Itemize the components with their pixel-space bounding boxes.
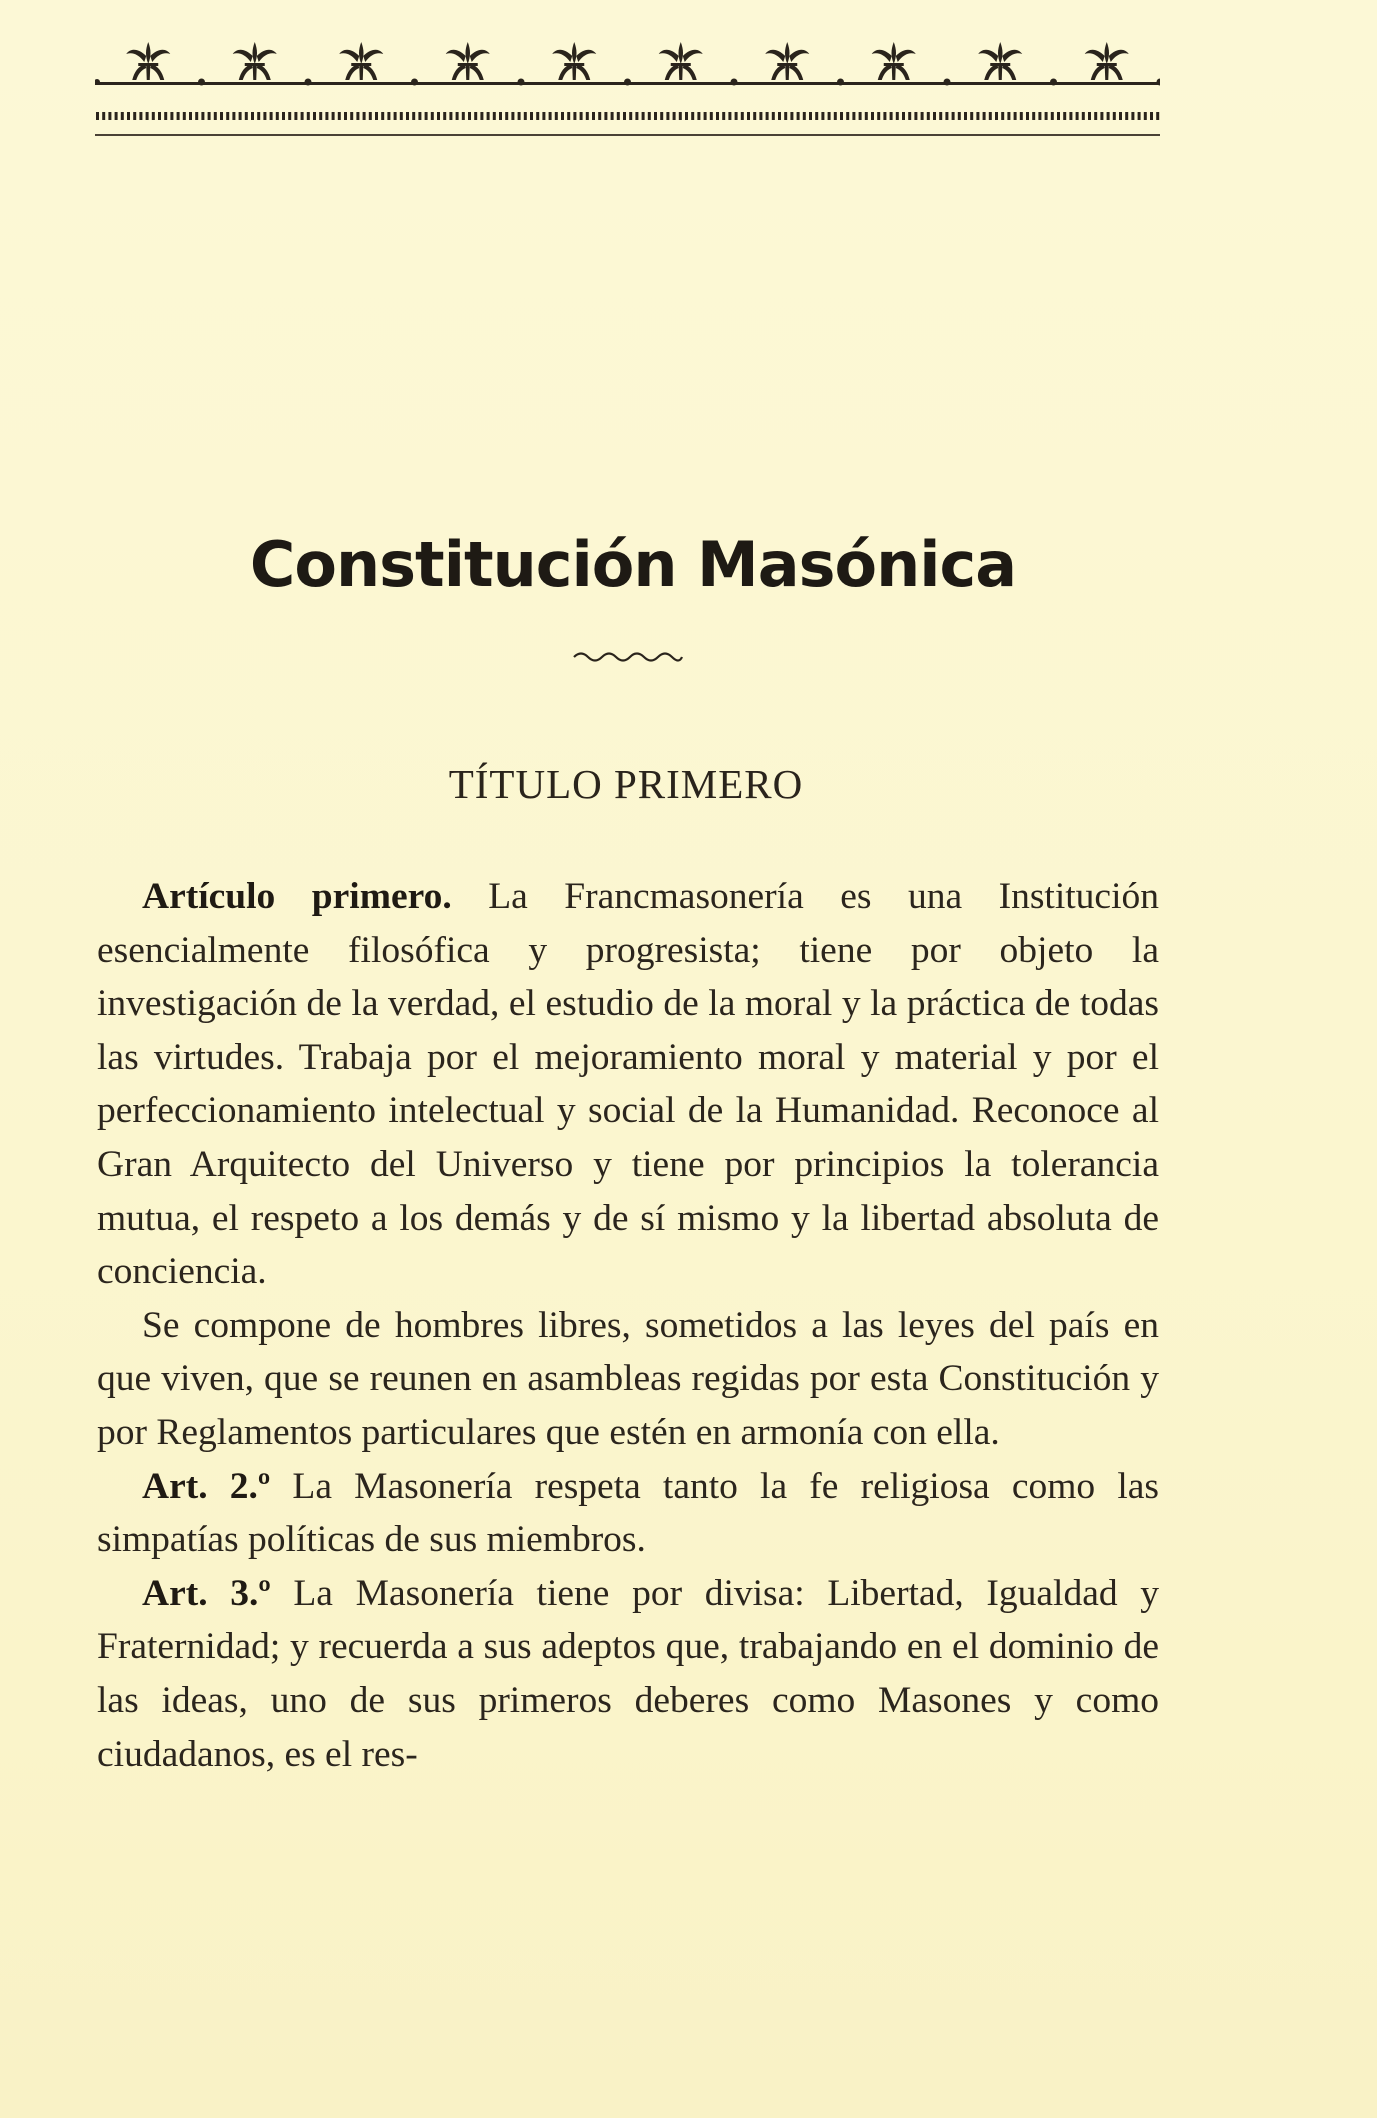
ornament-tick <box>115 112 118 120</box>
ornament-tick <box>437 112 440 120</box>
ornament-tick <box>263 112 266 120</box>
ornament-tick <box>270 112 273 120</box>
ornament-tick <box>784 112 787 120</box>
ornament-tick <box>976 112 979 120</box>
ornament-tick <box>536 112 539 120</box>
ornament-tick <box>970 112 973 120</box>
ornament-tick <box>914 112 917 120</box>
ornament-tick <box>635 112 638 120</box>
fleur-de-lis-icon <box>978 42 1022 80</box>
fleur-de-lis-icon <box>126 42 170 80</box>
ornament-tick <box>189 112 192 120</box>
ornament-tick <box>387 112 390 120</box>
ornament-tick <box>499 112 502 120</box>
ornament-tick <box>220 112 223 120</box>
ornament-tick <box>1100 112 1103 120</box>
ornament-tick <box>1113 112 1116 120</box>
ornament-tick <box>617 112 620 120</box>
ornament-tick <box>381 112 384 120</box>
ornament-tick <box>809 112 812 120</box>
ornament-tick <box>939 112 942 120</box>
ornament-tick <box>195 112 198 120</box>
ornament-tick <box>834 112 837 120</box>
ornament-tick <box>648 112 651 120</box>
ornament-tick <box>375 112 378 120</box>
fleur-de-lis-icon <box>552 42 596 80</box>
ornament-tick <box>685 112 688 120</box>
ornament-rule <box>95 134 1160 136</box>
ornament-tick <box>728 112 731 120</box>
ornament-tick <box>301 112 304 120</box>
ornament-tick <box>121 112 124 120</box>
ornament-tick <box>456 112 459 120</box>
ornament-tick <box>511 112 514 120</box>
ornament-tick <box>332 112 335 120</box>
ornament-tick <box>580 112 583 120</box>
ornament-tick <box>747 112 750 120</box>
paragraph-text: Se compone de hombres libres, sometidos a las leyes del país en que viven, que se reunen en asambleas regidas por esta Constitución y por Reglamentos particulares que estén en armonía con ella. <box>97 1304 1159 1453</box>
ornament-tick <box>1088 112 1091 120</box>
ornament-baseline <box>95 82 1160 85</box>
ornament-tick <box>549 112 552 120</box>
paragraph-text: La Francmasonería es una Institución esencialmente filosófica y progresista; tiene por objeto la investigación de la verdad, el estudio de la moral y la práctica de todas las virtudes. Trabaja por el mejoramiento moral y material y por el perfeccionamiento intelectual y social de la Humanidad. Reconoce al Gran Arquitecto del Universo y tiene por principios la tolerancia mutua, el respeto a los demás y de sí mismo y la libertad absoluta de conciencia. <box>97 876 1159 1293</box>
ornament-tick <box>1125 112 1128 120</box>
ornament-tick <box>604 112 607 120</box>
ornament-tick <box>1094 112 1097 120</box>
ornament-tick <box>766 112 769 120</box>
ornament-tick <box>778 112 781 120</box>
ornament-tick <box>406 112 409 120</box>
paragraph-article-3 <box>97 1567 1159 1781</box>
ornament-tick <box>400 112 403 120</box>
ornament-tick <box>338 112 341 120</box>
ornament-tick <box>139 112 142 120</box>
ornament-tick <box>964 112 967 120</box>
ornament-tick <box>158 112 161 120</box>
ornament-tick <box>96 112 99 120</box>
ornament-tick <box>1063 112 1066 120</box>
ornament-tick <box>307 112 310 120</box>
ornament-tick <box>487 112 490 120</box>
ornament-tick <box>1007 112 1010 120</box>
ornament-tick <box>679 112 682 120</box>
ornament-tick <box>877 112 880 120</box>
ornament-tick <box>1150 112 1153 120</box>
ornament-tick <box>214 112 217 120</box>
ornament-tick <box>611 112 614 120</box>
ornament-tick <box>344 112 347 120</box>
ornament-tick <box>735 112 738 120</box>
ornament-tick <box>815 112 818 120</box>
ornament-tick <box>208 112 211 120</box>
ornament-tick <box>226 112 229 120</box>
ornament-tick <box>369 112 372 120</box>
ornament-tick <box>201 112 204 120</box>
paragraph-article-1-cont <box>97 1299 1159 1460</box>
ornament-tick <box>294 112 297 120</box>
ornament-tick <box>642 112 645 120</box>
ornament-tick <box>146 112 149 120</box>
ornament-tick <box>282 112 285 120</box>
ornament-tick <box>251 112 254 120</box>
ornament-tick <box>412 112 415 120</box>
ornament-tick <box>846 112 849 120</box>
ornament-tick <box>350 112 353 120</box>
ornament-tick <box>1138 112 1141 120</box>
ornament-tick <box>1082 112 1085 120</box>
ornament-tick <box>691 112 694 120</box>
ornament-tick <box>108 112 111 120</box>
ornament-tick <box>908 112 911 120</box>
ornament-tick <box>654 112 657 120</box>
ornament-tick <box>518 112 521 120</box>
ornament-tick <box>741 112 744 120</box>
ornament-tick <box>505 112 508 120</box>
fleur-de-lis-icon <box>233 42 277 80</box>
ornament-tick <box>1001 112 1004 120</box>
ornament-tick <box>598 112 601 120</box>
ornament-tick <box>753 112 756 120</box>
ornament-tick <box>933 112 936 120</box>
ornament-tick <box>394 112 397 120</box>
ornament-tick <box>1069 112 1072 120</box>
section-heading: TÍTULO PRIMERO <box>448 761 804 807</box>
ornament-tick <box>697 112 700 120</box>
ornament-tick <box>1156 112 1159 120</box>
header-ornament <box>95 32 1160 142</box>
ornament-tick <box>586 112 589 120</box>
fleur-de-lis-icon <box>659 42 703 80</box>
ornament-tick <box>673 112 676 120</box>
ornament-tick <box>530 112 533 120</box>
ornament-tick <box>704 112 707 120</box>
ornament-tick <box>790 112 793 120</box>
article-label: Art. 2.º <box>142 1465 271 1507</box>
ornament-tick <box>710 112 713 120</box>
ornament-tick <box>927 112 930 120</box>
ornament-tick <box>449 112 452 120</box>
ornament-tick <box>177 112 180 120</box>
ornament-tick <box>239 112 242 120</box>
ornament-tick <box>945 112 948 120</box>
ornament-tick <box>462 112 465 120</box>
ornament-tick <box>902 112 905 120</box>
ornament-tick <box>716 112 719 120</box>
ornament-tick <box>431 112 434 120</box>
ornament-tick <box>983 112 986 120</box>
ornament-tick <box>871 112 874 120</box>
ornament-tick <box>232 112 235 120</box>
ornament-tick <box>821 112 824 120</box>
paragraph-article-1 <box>97 870 1159 1299</box>
ornament-tick <box>363 112 366 120</box>
ornament-tick <box>1119 112 1122 120</box>
ornament-tick <box>592 112 595 120</box>
ornament-tick <box>573 112 576 120</box>
ornament-tick <box>1131 112 1134 120</box>
ornament-tick <box>480 112 483 120</box>
ornament-tick <box>840 112 843 120</box>
ornament-tick <box>803 112 806 120</box>
ornament-tick <box>921 112 924 120</box>
ornament-tick <box>164 112 167 120</box>
body-text <box>97 870 1159 1781</box>
ornament-tick <box>952 112 955 120</box>
ornament-tick <box>356 112 359 120</box>
ornament-tick <box>1026 112 1029 120</box>
ornament-tick <box>555 112 558 120</box>
fleur-de-lis-icon <box>446 42 490 80</box>
ornament-tick <box>425 112 428 120</box>
ornament-tick <box>797 112 800 120</box>
ornament-tick <box>1032 112 1035 120</box>
ornament-tick <box>524 112 527 120</box>
ornament-tick <box>1014 112 1017 120</box>
ornament-tick <box>474 112 477 120</box>
ornament-tick <box>133 112 136 120</box>
ornament-tick <box>896 112 899 120</box>
ornament-tick <box>183 112 186 120</box>
ornament-tick <box>629 112 632 120</box>
ornament-tick <box>995 112 998 120</box>
ornament-tick <box>623 112 626 120</box>
ornament-tick <box>567 112 570 120</box>
paragraph-text: La Masonería tiene por divisa: Libertad, Igualdad y Fraternidad; y recuerda a sus adeptos que, trabajando en el dominio de las ideas, uno de sus primeros deberes como Masones y como ciudadanos, es el res- <box>97 1572 1159 1775</box>
ornament-tick <box>102 112 105 120</box>
ornament-tick <box>852 112 855 120</box>
ornament-tick <box>1076 112 1079 120</box>
ornament-tick <box>288 112 291 120</box>
fleur-de-lis-icon <box>339 42 383 80</box>
ornament-tick <box>859 112 862 120</box>
ornament-tick <box>828 112 831 120</box>
article-label: Artículo primero. <box>142 876 452 917</box>
ornament-tick <box>127 112 130 120</box>
ornament-tick <box>1045 112 1048 120</box>
ornament-tick <box>759 112 762 120</box>
ornament-tick <box>1020 112 1023 120</box>
paragraph-text: La Masonería respeta tanto la fe religiosa como las simpatías políticas de sus miembros. <box>97 1465 1159 1561</box>
ornament-tick <box>1038 112 1041 120</box>
ornament-tick <box>276 112 279 120</box>
ornament-tick <box>890 112 893 120</box>
ornament-tick <box>542 112 545 120</box>
title-flourish <box>572 648 684 664</box>
ornament-tick <box>958 112 961 120</box>
ornament-tick <box>493 112 496 120</box>
paragraph-article-2 <box>97 1460 1159 1567</box>
ornament-tick <box>170 112 173 120</box>
ornament-tick <box>883 112 886 120</box>
ornament-tick <box>418 112 421 120</box>
ornament-tick <box>152 112 155 120</box>
ornament-tick <box>313 112 316 120</box>
ornament-tick <box>1107 112 1110 120</box>
ornament-tick <box>443 112 446 120</box>
ornament-tick <box>325 112 328 120</box>
ornament-tick <box>865 112 868 120</box>
ornament-tick <box>257 112 260 120</box>
ornament-tick <box>660 112 663 120</box>
ornament-tick <box>1144 112 1147 120</box>
ornament-tick <box>722 112 725 120</box>
fleur-de-lis-icon <box>872 42 916 80</box>
ornament-tick <box>245 112 248 120</box>
ornament-tick <box>989 112 992 120</box>
ornament-tick <box>772 112 775 120</box>
ornament-tick <box>561 112 564 120</box>
article-label: Art. 3.º <box>142 1572 271 1614</box>
document-title: Constitución Masónica <box>249 528 1017 601</box>
ornament-tick <box>468 112 471 120</box>
ornament-tick <box>1057 112 1060 120</box>
ornament-tick <box>666 112 669 120</box>
fleur-de-lis-icon <box>1085 42 1129 80</box>
ornament-tick <box>319 112 322 120</box>
ornament-tick <box>1051 112 1054 120</box>
fleur-de-lis-icon <box>765 42 809 80</box>
